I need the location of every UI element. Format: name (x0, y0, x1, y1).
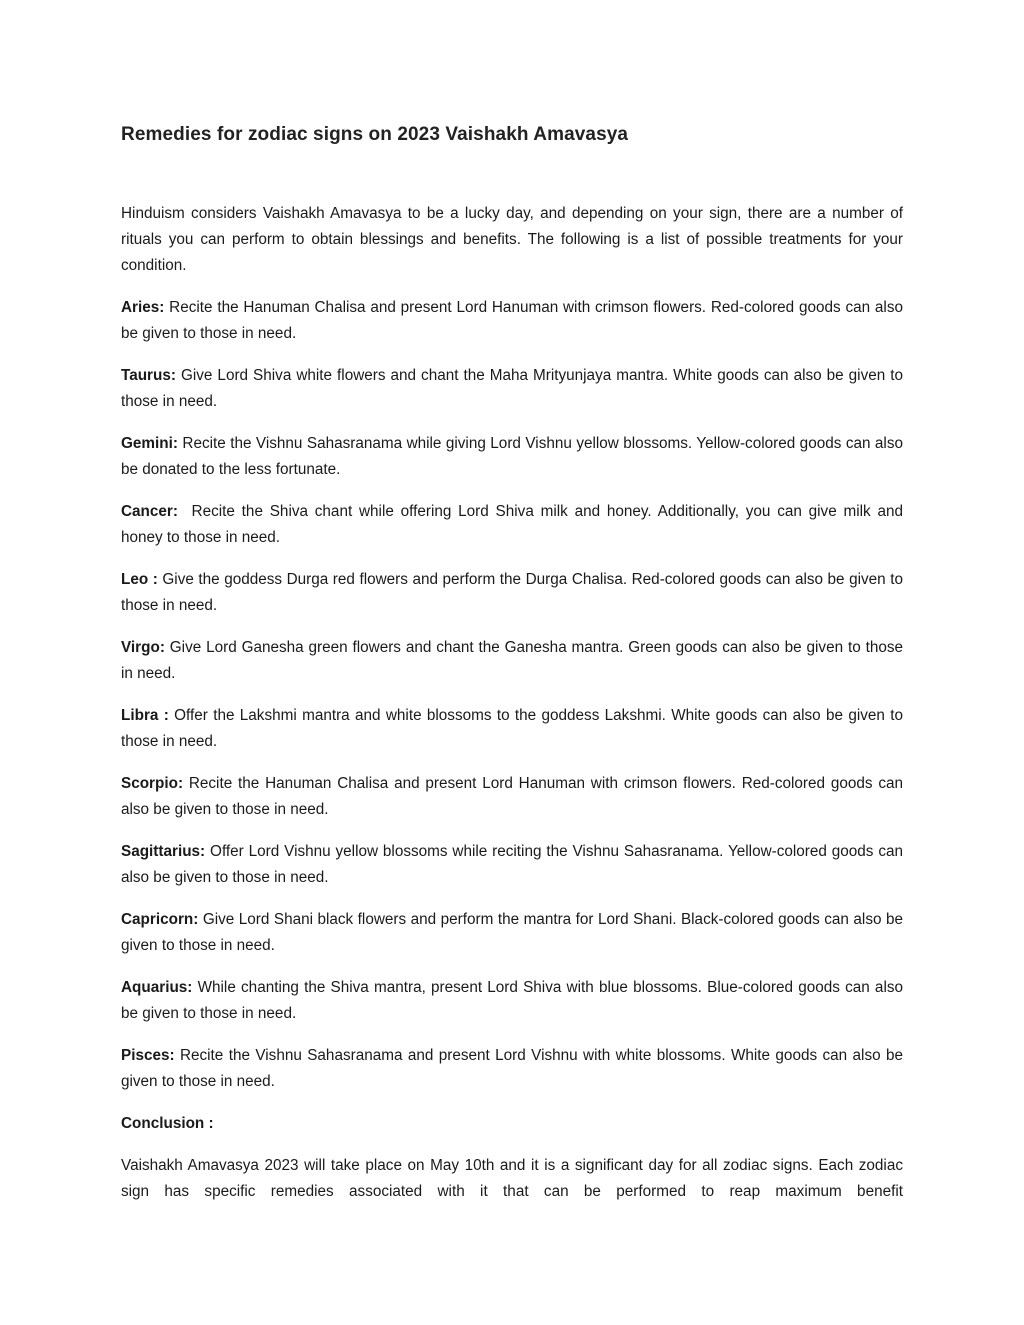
zodiac-sign-label: Pisces: (121, 1047, 175, 1064)
zodiac-remedy-text: Give Lord Shiva white flowers and chant the Maha Mrityunjaya mantra. White goods can also be given to those in need. (121, 367, 908, 410)
zodiac-sign-label: Virgo: (121, 639, 165, 656)
zodiac-remedy-paragraph (121, 363, 908, 415)
zodiac-sign-label: Cancer: (121, 503, 178, 520)
zodiac-remedy-text: Recite the Vishnu Sahasranama while giving Lord Vishnu yellow blossoms. Yellow-colored goods can also be donated to the less fortunate. (121, 435, 908, 478)
zodiac-sign-label: Aquarius: (121, 979, 193, 996)
zodiac-sign-label: Capricorn: (121, 911, 199, 928)
zodiac-remedy-text: While chanting the Shiva mantra, present Lord Shiva with blue blossoms. Blue-colored goods can also be given to those in need. (121, 979, 908, 1022)
zodiac-remedy-paragraph (121, 431, 908, 483)
zodiac-remedy-paragraph (121, 567, 908, 619)
zodiac-remedy-paragraph (121, 907, 908, 959)
zodiac-remedy-text: Recite the Hanuman Chalisa and present Lord Hanuman with crimson flowers. Red-colored goods can also be given to those in need. (121, 775, 908, 818)
zodiac-remedy-paragraph (121, 295, 908, 347)
zodiac-remedy-text: Give the goddess Durga red flowers and perform the Durga Chalisa. Red-colored goods can also be given to those in need. (121, 571, 908, 614)
zodiac-remedy-paragraph (121, 703, 908, 755)
zodiac-remedy-text: Recite the Hanuman Chalisa and present Lord Hanuman with crimson flowers. Red-colored goods can also be given to those in need. (121, 299, 908, 342)
conclusion-paragraph: Vaishakh Amavasya 2023 will take place on May 10th and it is a significant day for all zodiac signs. Each zodiac sign has specific remedies associated with it that can be performed to reap maximum benefit (121, 1157, 903, 1200)
zodiac-sign-label: Libra : (121, 707, 169, 724)
zodiac-sign-label: Gemini: (121, 435, 178, 452)
zodiac-remedy-text: Recite the Vishnu Sahasranama and present Lord Vishnu with white blossoms. White goods can also be given to those in need. (121, 1047, 908, 1090)
zodiac-remedy-text: Give Lord Ganesha green flowers and chant the Ganesha mantra. Green goods can also be given to those in need. (121, 639, 908, 682)
zodiac-remedy-text: Give Lord Shani black flowers and perform the mantra for Lord Shani. Black-colored goods can also be given to those in need. (121, 911, 908, 954)
zodiac-remedy-paragraph (121, 1043, 908, 1095)
zodiac-remedy-paragraph (121, 975, 908, 1027)
zodiac-remedy-text: Offer the Lakshmi mantra and white blossoms to the goddess Lakshmi. White goods can also be given to those in need. (121, 707, 908, 750)
zodiac-remedy-text: Recite the Shiva chant while offering Lord Shiva milk and honey. Additionally, you can give milk and honey to those in need. (121, 503, 908, 546)
intro-paragraph: Hinduism considers Vaishakh Amavasya to be a lucky day, and depending on your sign, there are a number of rituals you can perform to obtain blessings and benefits. The following is a list of possible treatments for your condition. (121, 205, 903, 274)
zodiac-remedy-text: Offer Lord Vishnu yellow blossoms while reciting the Vishnu Sahasranama. Yellow-colored goods can also be given to those in need. (121, 843, 908, 886)
zodiac-remedies-list (121, 295, 908, 1095)
zodiac-sign-label: Scorpio: (121, 775, 184, 792)
conclusion-heading: Conclusion : (121, 1115, 214, 1132)
zodiac-sign-label: Sagittarius: (121, 843, 206, 860)
zodiac-remedy-paragraph (121, 499, 908, 551)
zodiac-sign-label: Leo : (121, 571, 158, 588)
document-title: Remedies for zodiac signs on 2023 Vaishakh Amavasya (121, 124, 629, 145)
zodiac-remedy-paragraph (121, 635, 908, 687)
zodiac-sign-label: Aries: (121, 299, 165, 316)
zodiac-remedy-paragraph (121, 771, 908, 823)
document-page (121, 120, 908, 1205)
zodiac-sign-label: Taurus: (121, 367, 176, 384)
zodiac-remedy-paragraph (121, 839, 908, 891)
